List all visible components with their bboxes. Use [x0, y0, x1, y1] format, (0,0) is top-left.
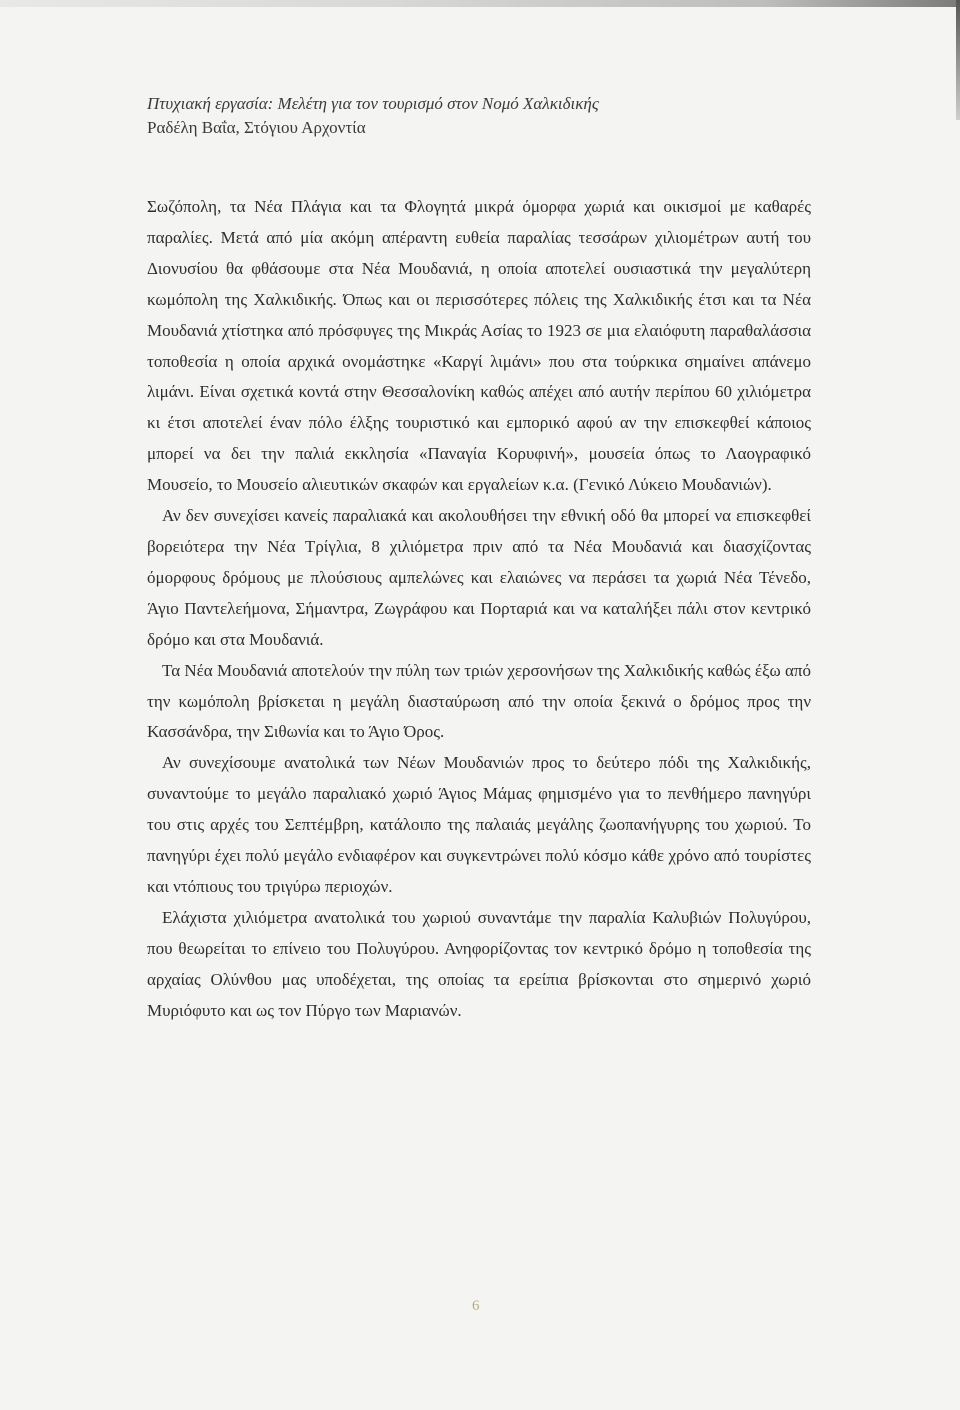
page-number: 6 — [472, 1298, 480, 1314]
paragraph-3: Τα Νέα Μουδανιά αποτελούν την πύλη των τριών χερσονήσων της Χαλκιδικής καθώς έξω από την κωμόπολη βρίσκεται η μεγάλη διασταύρωση από την οποία ξεκινά ο δρόμος προς την Κασσάνδρα, την Σιθωνία και το Άγιο Όρος. — [147, 660, 811, 742]
header-authors: Ραδέλη Βαΐα, Στόγιου Αρχοντία — [147, 118, 366, 137]
paragraph-4: Αν συνεχίσουμε ανατολικά των Νέων Μουδανιών προς το δεύτερο πόδι της Χαλκιδικής, συναντούμε το μεγάλο παραλιακό χωριό Άγιος Μάμας φημισμένο για το πενθήμερο πανηγύρι του στις αρχές του Σεπτέμβρη, κατάλοιπο της παλαιάς μεγάλης ζωοπανήγυρης του χωριού. Το πανηγύρι έχει πολύ μεγάλο ενδιαφέρον και συγκεντρώνει πολύ κόσμο κάθε χρόνο από τουρίστες και ντόπιους του τριγύρω περιοχών. — [147, 753, 811, 896]
running-header — [147, 92, 827, 140]
header-title: Πτυχιακή εργασία: Μελέτη για τον τουρισμό στον Νομό Χαλκιδικής — [147, 94, 599, 113]
scan-shadow-right — [956, 0, 960, 120]
scan-shadow-top — [0, 0, 960, 7]
body-text — [147, 192, 811, 1026]
paragraph-5: Ελάχιστα χιλιόμετρα ανατολικά του χωριού συναντάμε την παραλία Καλυβιών Πολυγύρου, που θεωρείται το επίνειο του Πολυγύρου. Ανηφορίζοντας τον κεντρικό δρόμο η τοποθεσία της αρχαίας Ολύνθου μας υποδέχεται, της οποίας τα ερείπια βρίσκονται στο σημερινό χωριό Μυριόφυτο και ως τον Πύργο των Μαριανών. — [147, 907, 811, 1020]
paragraph-2: Αν δεν συνεχίσει κανείς παραλιακά και ακολουθήσει την εθνική οδό θα μπορεί να επισκεφθεί βορειότερα την Νέα Τρίγλια, 8 χιλιόμετρα πριν από τα Νέα Μουδανιά και διασχίζοντας όμορφους δρόμους με πλούσιους αμπελώνες και ελαιώνες να περάσει τα χωριά Νέα Τένεδο, Άγιο Παντελεήμονα, Σήμαντρα, Ζωγράφου και Πορταριά και να καταλήξει πάλι στον κεντρικό δρόμο και στα Μουδανιά. — [147, 506, 811, 649]
paragraph-1: Σωζόπολη, τα Νέα Πλάγια και τα Φλογητά μικρά όμορφα χωριά και οικισμοί με καθαρές παραλίες. Μετά από μία ακόμη απέραντη ευθεία παραλίας τεσσάρων χιλιομέτρων αυτή του Διονυσίου θα φθάσουμε στα Νέα Μουδανιά, η οποία αποτελεί ουσιαστικά την μεγαλύτερη κωμόπολη της Χαλκιδικής. Όπως και οι περισσότερες πόλεις της Χαλκιδικής έτσι και τα Νέα Μουδανιά χτίστηκα από πρόσφυγες της Μικράς Ασίας το 1923 σε μια ελαιόφυτη παραθαλάσσια τοποθεσία η οποία αρχικά ονομάστηκε «Καργί λιμάνι» που στα τούρκικα σημαίνει απάνεμο λιμάνι. Είναι σχετικά κοντά στην Θεσσαλονίκη καθώς απέχει από αυτήν περίπου 60 χιλιόμετρα κι έτσι αποτελεί έναν πόλο έλξης τουριστικό και εμπορικό αφού αν την επισκεφθεί κάποιος μπορεί να δει την παλιά εκκλησία «Παναγία Κορυφινή», μουσεία όπως το Λαογραφικό Μουσείο, το Μουσείο αλιευτικών σκαφών και εργαλείων κ.α. (Γενικό Λύκειο Μουδανιών). — [147, 197, 811, 495]
